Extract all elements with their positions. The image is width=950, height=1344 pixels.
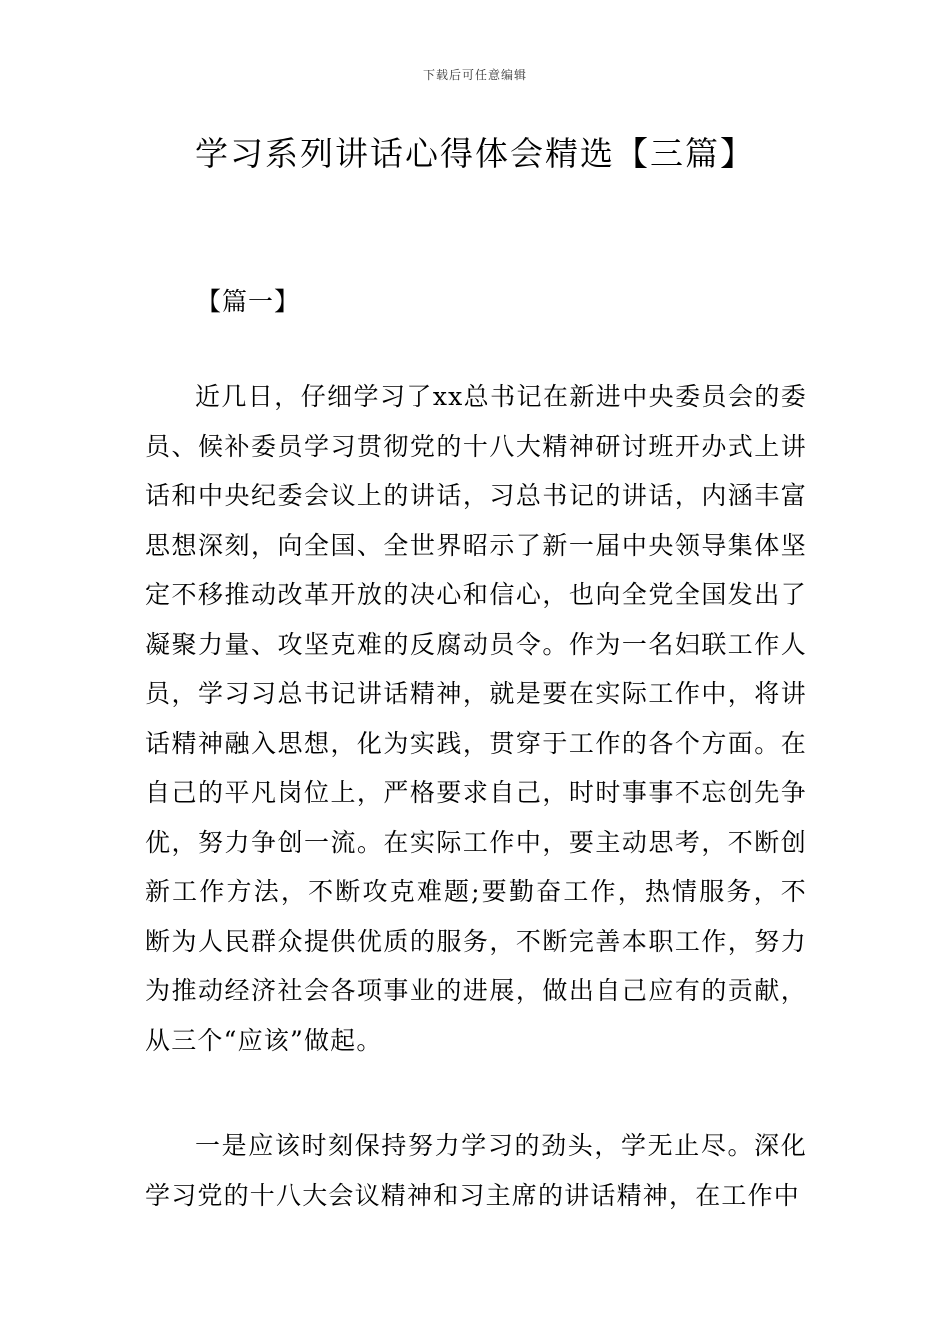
body-paragraph: 一是应该时刻保持努力学习的劲头，学无止尽。深化学习党的十八大会议精神和习主席的讲话精神，在工作中 (145, 1131, 807, 1210)
document-title: 学习系列讲话心得体会精选【三篇】 (195, 134, 755, 173)
header-note: 下载后可任意编辑 (422, 68, 527, 82)
body-paragraph: 近几日，仔细学习了xx总书记在新进中央委员会的委员、候补委员学习贯彻党的十八大精神研讨班开办式上讲话和中央纪委会议上的讲话，习总书记的讲话，内涵丰富思想深刻，向全国、全世界昭示了新一届中央领导集体坚定不移推动改革开放的决心和信心，也向全党全国发出了凝聚力量、攻坚克难的反腐动员令。作为一名妇联工作人员，学习习总书记讲话精神，就是要在实际工作中，将讲话精神融入思想，化为实践，贯穿于工作的各个方面。在自己的平凡岗位上，严格要求自己，时时事事不忘创先争优，努力争创一流。在实际工作中，要主动思考，不断创新工作方法，不断攻克难题;要勤奋工作，热情服务，不断为人民群众提供优质的服务，不断完善本职工作，努力为推动经济社会各项事业的进展，做出自己应有的贡献，从三个“应该”做起。 (145, 382, 807, 1055)
section-heading: 【篇一】 (196, 287, 301, 316)
